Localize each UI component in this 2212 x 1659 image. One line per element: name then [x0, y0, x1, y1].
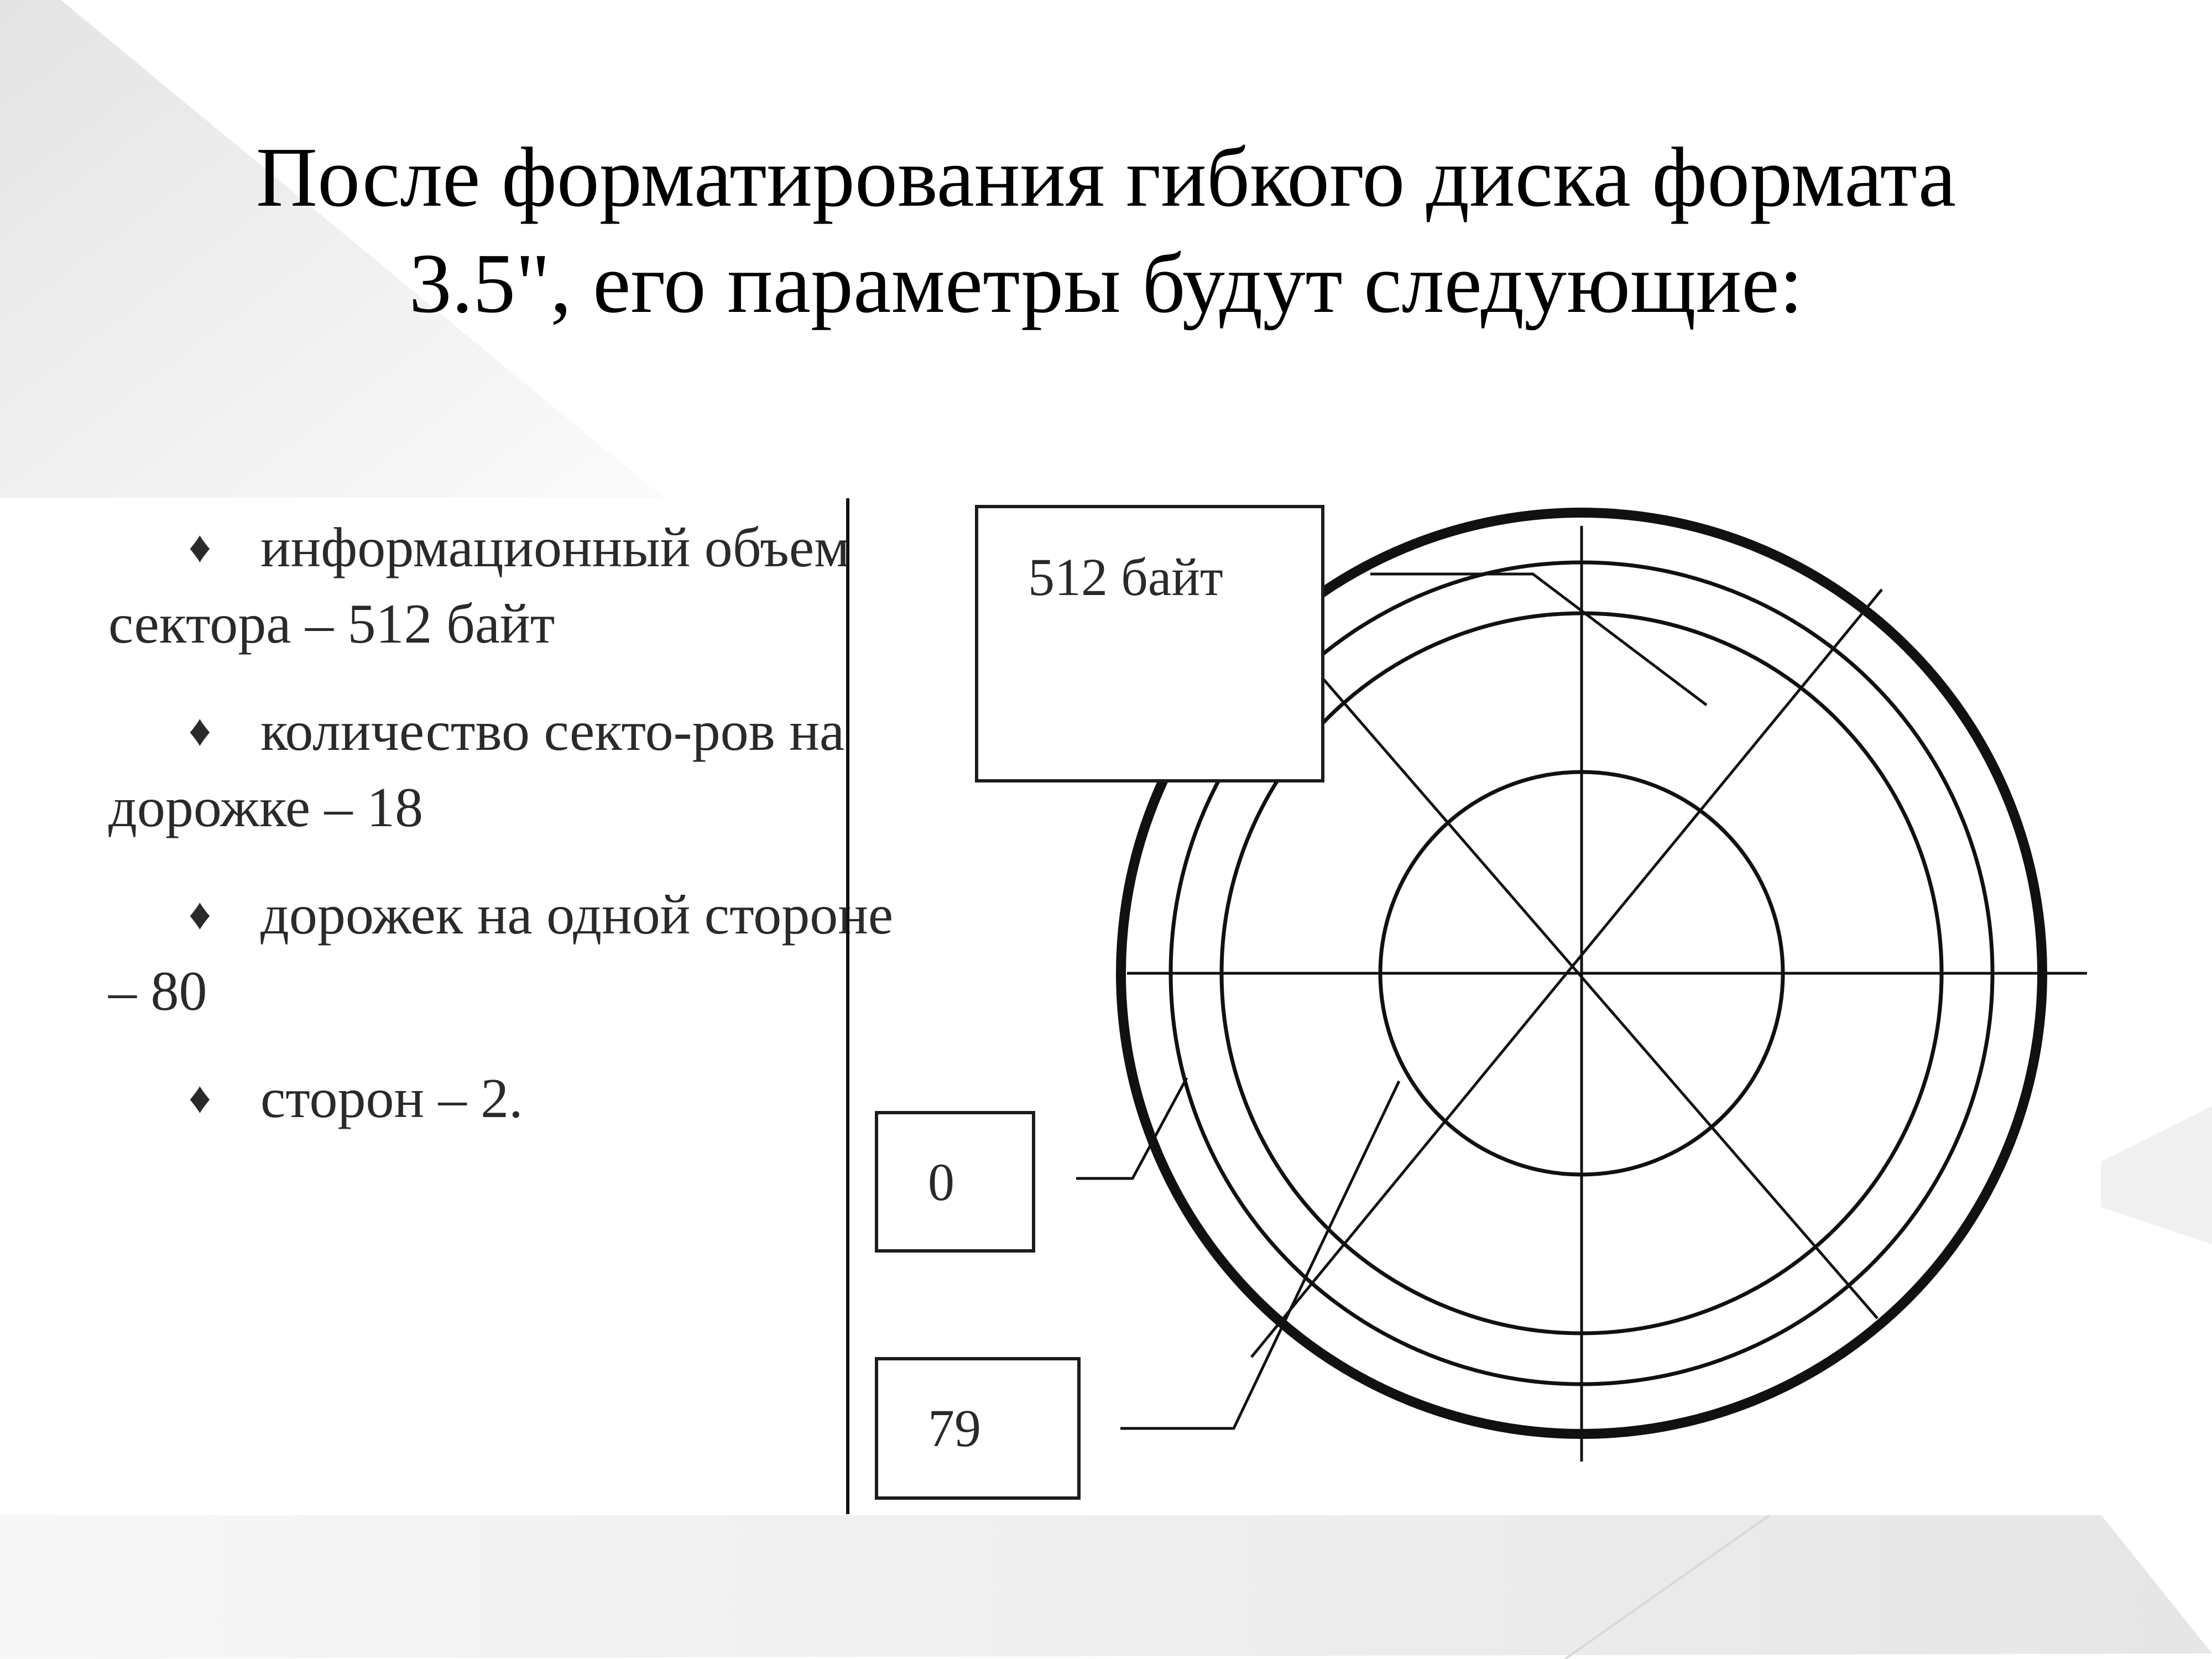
track-first-label-box: [875, 1111, 1035, 1253]
slide-title: [0, 124, 2212, 337]
bullet-text: количество секто-ров на дорожке – 18: [108, 700, 845, 839]
bullet-text: сторон – 2.: [260, 1067, 523, 1130]
bullet-text: дорожек на одной стороне – 80: [108, 884, 894, 1022]
diamond-bullet-icon: ♦: [189, 1074, 211, 1123]
track-last-label-box: [875, 1357, 1081, 1500]
title-line-1: После форматирования гибкого диска формата: [255, 131, 1957, 225]
diamond-bullet-icon: ♦: [189, 707, 211, 755]
sector-size-label: 512 байт: [1028, 547, 1223, 607]
title-line-2: 3.5", его параметры будут следующие:: [409, 237, 1803, 331]
sector-line-diagonal-2: [1306, 659, 1877, 1318]
diamond-bullet-icon: ♦: [189, 523, 211, 572]
leader-line-track-0: [1076, 1078, 1187, 1178]
sector-size-label-box: [975, 505, 1324, 782]
track-last-label: 79: [928, 1399, 981, 1458]
figure-panel: [92, 498, 2101, 1514]
bullet-text: информационный объем сектора – 512 байт: [108, 517, 850, 655]
background-shade-bottom: [0, 1515, 2212, 1659]
diamond-bullet-icon: ♦: [189, 890, 211, 939]
track-first-label: 0: [928, 1152, 954, 1212]
